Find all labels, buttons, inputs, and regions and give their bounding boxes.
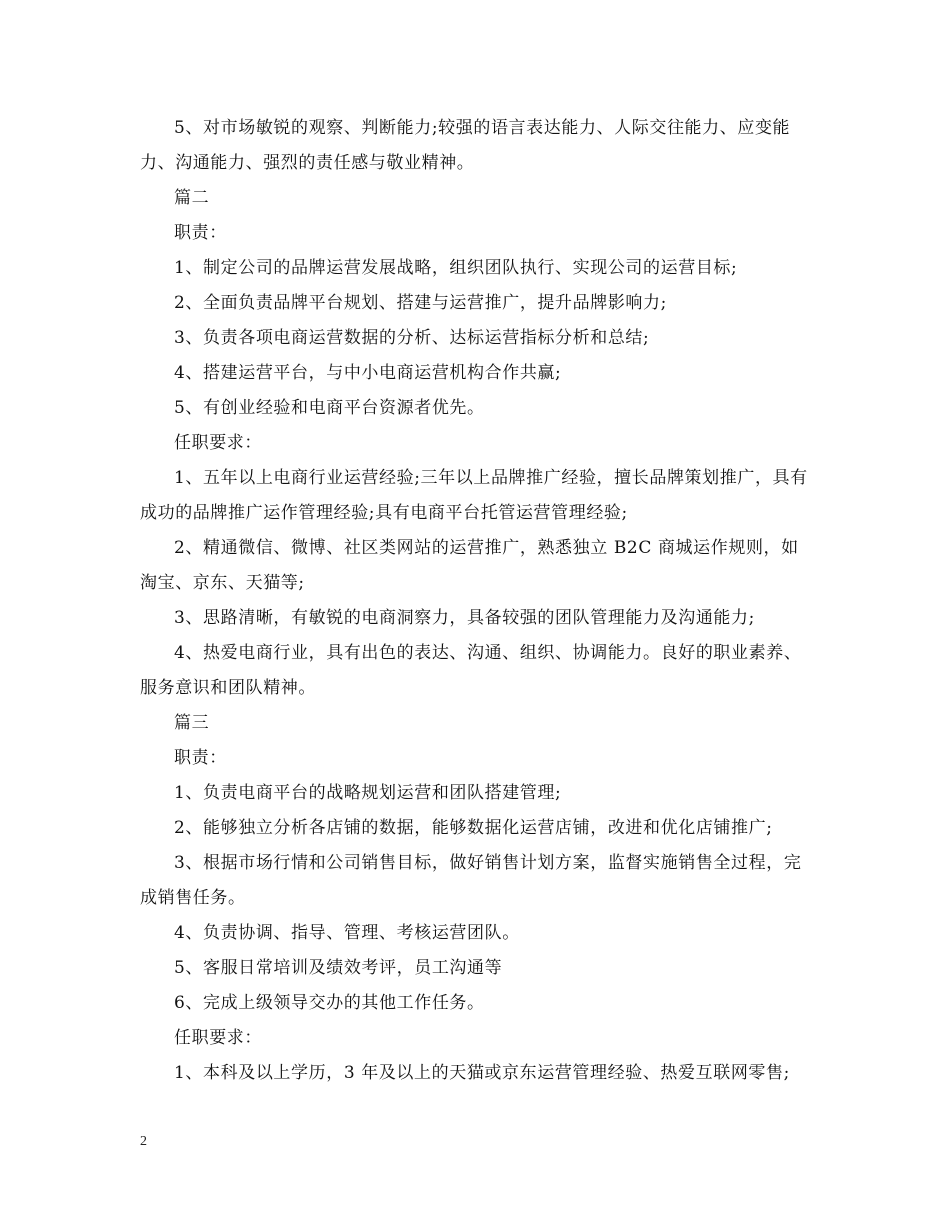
- duty-item-part-3-6: 6、完成上级领导交办的其他工作任务。: [174, 993, 485, 1013]
- subheading-duties-part-3: 职责：: [174, 748, 227, 768]
- requirement-item-part-3-1: 1、本科及以上学历，3 年及以上的天猫或京东运营管理经验、热爱互联网零售;: [174, 1063, 790, 1083]
- requirement-item-part-2-3: 3、思路清晰，有敏锐的电商洞察力，具备较强的团队管理能力及沟通能力;: [174, 608, 755, 628]
- page-number: 2: [140, 1134, 147, 1149]
- subheading-requirements-part-3: 任职要求：: [174, 1028, 262, 1048]
- section-heading-part-2: 篇二: [174, 188, 210, 208]
- duty-item-part-3-4: 4、负责协调、指导、管理、考核运营团队。: [174, 923, 520, 943]
- duty-item-part-2-1: 1、制定公司的品牌运营发展战略，组织团队执行、实现公司的运营目标;: [174, 258, 738, 278]
- section-heading-part-3: 篇三: [174, 713, 210, 733]
- duty-item-part-3-3: 3、根据市场行情和公司销售目标，做好销售计划方案，监督实施销售全过程，完成销售任务。: [140, 853, 802, 908]
- requirement-item-part-2-4: 4、热爱电商行业，具有出色的表达、沟通、组织、协调能力。良好的职业素养、服务意识和团队精神。: [140, 643, 802, 698]
- subheading-requirements-part-2: 任职要求：: [174, 433, 262, 453]
- duty-item-part-3-1: 1、负责电商平台的战略规划运营和团队搭建管理;: [174, 783, 562, 803]
- requirement-item-part-2-2: 2、精通微信、微博、社区类网站的运营推广，熟悉独立 B2C 商城运作规则，如淘宝、京东、天猫等;: [140, 538, 799, 593]
- duty-item-part-2-3: 3、负责各项电商运营数据的分析、达标运营指标分析和总结;: [174, 328, 650, 348]
- duty-item-part-3-5: 5、客服日常培训及绩效考评，员工沟通等: [174, 958, 503, 978]
- paragraph-requirement-5-market-sensitivity: 5、对市场敏锐的观察、判断能力;较强的语言表达能力、人际交往能力、应变能力、沟通能力、强烈的责任感与敬业精神。: [140, 118, 791, 173]
- duty-item-part-2-4: 4、搭建运营平台，与中小电商运营机构合作共赢;: [174, 363, 562, 383]
- subheading-duties-part-2: 职责：: [174, 223, 227, 243]
- duty-item-part-2-2: 2、全面负责品牌平台规划、搭建与运营推广，提升品牌影响力;: [174, 293, 667, 313]
- duty-item-part-2-5: 5、有创业经验和电商平台资源者优先。: [174, 398, 485, 418]
- requirement-item-part-2-1: 1、五年以上电商行业运营经验;三年以上品牌推广经验，擅长品牌策划推广，具有成功的品牌推广运作管理经验;具有电商平台托管运营管理经验;: [140, 468, 808, 523]
- duty-item-part-3-2: 2、能够独立分析各店铺的数据，能够数据化运营店铺，改进和优化店铺推广;: [174, 818, 773, 838]
- document-body: [140, 111, 810, 1091]
